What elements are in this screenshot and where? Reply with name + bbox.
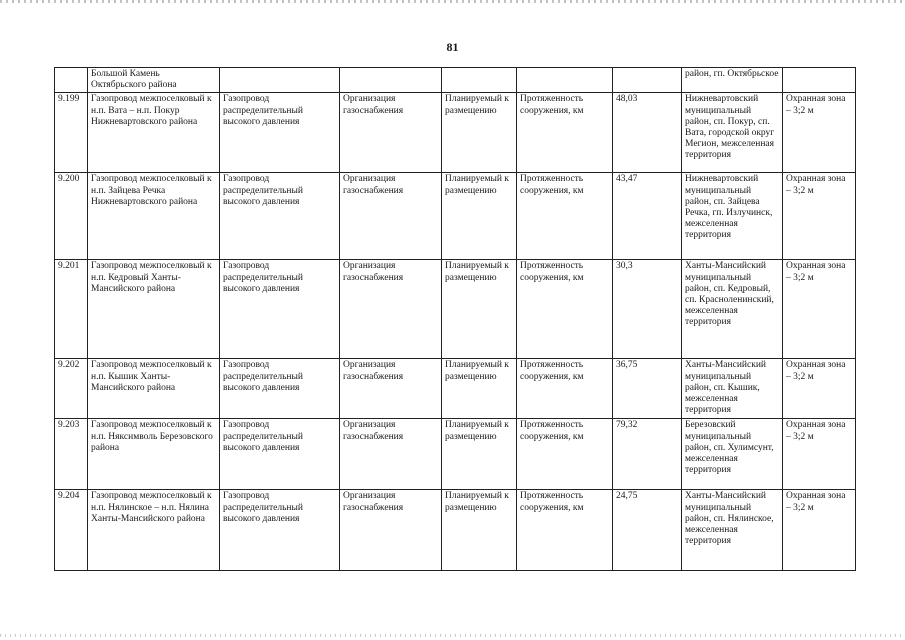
- cell-zone: Охранная зона – 3;2 м: [783, 260, 856, 359]
- scan-artifact-bottom: [0, 634, 905, 637]
- cell-purpose: Организация газоснабжения: [340, 93, 442, 173]
- table-row: [55, 359, 856, 419]
- cell-value: 79,32: [613, 419, 682, 490]
- table-row: [55, 93, 856, 173]
- gas-pipeline-table: [54, 67, 856, 571]
- cell-value: [613, 68, 682, 93]
- cell-type: Газопровод распределительный высокого давления: [220, 260, 340, 359]
- cell-purpose: Организация газоснабжения: [340, 260, 442, 359]
- cell-location: Ханты-Мансийский муниципальный район, сп. Нялинское, межселенная территория: [682, 490, 783, 571]
- table-row: [55, 419, 856, 490]
- cell-purpose: [340, 68, 442, 93]
- cell-name: Газопровод межпоселковый к н.п. Вата – н.п. Покур Нижневартовского района: [88, 93, 220, 173]
- cell-name: Газопровод межпоселковый к н.п. Зайцева Речка Нижневартовского района: [88, 173, 220, 260]
- cell-parameter: Протяженность сооружения, км: [517, 260, 613, 359]
- cell-status: Планируемый к размещению: [442, 359, 517, 419]
- cell-purpose: Организация газоснабжения: [340, 173, 442, 260]
- cell-zone: Охранная зона – 3;2 м: [783, 419, 856, 490]
- cell-num: 9.202: [55, 359, 88, 419]
- page-number: 81: [446, 40, 459, 54]
- cell-purpose: Организация газоснабжения: [340, 419, 442, 490]
- cell-value: 30,3: [613, 260, 682, 359]
- cell-num: 9.203: [55, 419, 88, 490]
- table-row: [55, 490, 856, 571]
- cell-location: Нижневартовский муниципальный район, сп. Покур, сп. Вата, городской округ Мегион, межселенная территория: [682, 93, 783, 173]
- cell-name: Газопровод межпоселковый к н.п. Няксимволь Березовского района: [88, 419, 220, 490]
- cell-zone: Охранная зона – 3;2 м: [783, 93, 856, 173]
- cell-parameter: [517, 68, 613, 93]
- cell-status: Планируемый к размещению: [442, 490, 517, 571]
- cell-parameter: Протяженность сооружения, км: [517, 359, 613, 419]
- cell-zone: [783, 68, 856, 93]
- table-row: [55, 260, 856, 359]
- cell-num: 9.199: [55, 93, 88, 173]
- table-row: [55, 173, 856, 260]
- cell-parameter: Протяженность сооружения, км: [517, 93, 613, 173]
- cell-zone: Охранная зона – 3;2 м: [783, 173, 856, 260]
- cell-location: район, гп. Октябрьское: [682, 68, 783, 93]
- cell-name: Большой Камень Октябрьского района: [88, 68, 220, 93]
- cell-type: Газопровод распределительный высокого давления: [220, 359, 340, 419]
- cell-num: 9.201: [55, 260, 88, 359]
- cell-purpose: Организация газоснабжения: [340, 490, 442, 571]
- cell-status: Планируемый к размещению: [442, 260, 517, 359]
- scan-artifact-top: [0, 0, 905, 3]
- cell-value: 43,47: [613, 173, 682, 260]
- cell-type: Газопровод распределительный высокого давления: [220, 490, 340, 571]
- cell-name: Газопровод межпоселковый к н.п. Кышик Ханты-Мансийского района: [88, 359, 220, 419]
- cell-type: [220, 68, 340, 93]
- cell-parameter: Протяженность сооружения, км: [517, 173, 613, 260]
- cell-name: Газопровод межпоселковый к н.п. Кедровый Ханты-Мансийского района: [88, 260, 220, 359]
- cell-num: [55, 68, 88, 93]
- cell-location: Ханты-Мансийский муниципальный район, сп. Кышик, межселенная территория: [682, 359, 783, 419]
- cell-location: Нижневартовский муниципальный район, сп. Зайцева Речка, гп. Излучинск, межселенная территория: [682, 173, 783, 260]
- cell-type: Газопровод распределительный высокого давления: [220, 93, 340, 173]
- cell-status: Планируемый к размещению: [442, 93, 517, 173]
- cell-location: Ханты-Мансийский муниципальный район, сп. Кедровый, сп. Красноленинский, межселенная территория: [682, 260, 783, 359]
- cell-num: 9.200: [55, 173, 88, 260]
- cell-value: 48,03: [613, 93, 682, 173]
- cell-value: 24,75: [613, 490, 682, 571]
- cell-location: Березовский муниципальный район, сп. Хулимсунт, межселенная территория: [682, 419, 783, 490]
- cell-status: [442, 68, 517, 93]
- cell-name: Газопровод межпоселковый к н.п. Нялинское – н.п. Нялина Ханты-Мансийского района: [88, 490, 220, 571]
- cell-num: 9.204: [55, 490, 88, 571]
- table-row-continuation: [55, 68, 856, 93]
- cell-type: Газопровод распределительный высокого давления: [220, 419, 340, 490]
- cell-type: Газопровод распределительный высокого давления: [220, 173, 340, 260]
- cell-value: 36,75: [613, 359, 682, 419]
- cell-status: Планируемый к размещению: [442, 419, 517, 490]
- cell-parameter: Протяженность сооружения, км: [517, 419, 613, 490]
- cell-status: Планируемый к размещению: [442, 173, 517, 260]
- cell-purpose: Организация газоснабжения: [340, 359, 442, 419]
- cell-zone: Охранная зона – 3;2 м: [783, 490, 856, 571]
- cell-zone: Охранная зона – 3;2 м: [783, 359, 856, 419]
- cell-parameter: Протяженность сооружения, км: [517, 490, 613, 571]
